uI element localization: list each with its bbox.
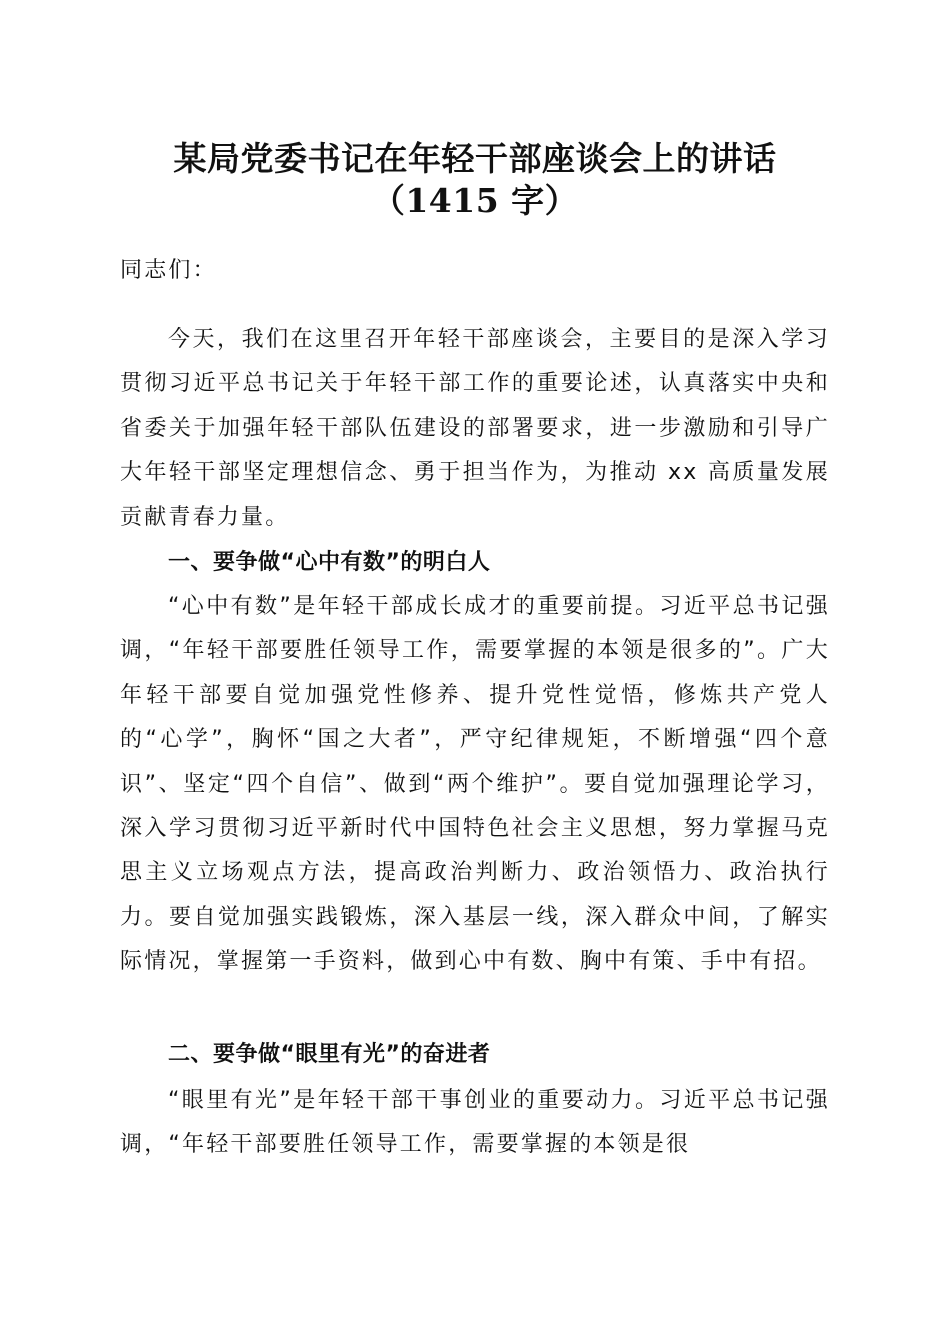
section-heading-1: 一、要争做“心中有数”的明白人 <box>168 550 491 575</box>
document-word-count: （1415 字） <box>371 181 579 220</box>
paragraph-section-2: “眼里有光”是年轻干部干事创业的重要动力。习近平总书记强调，“年轻干部要胜任领导工作，需要掌握的本领是很 <box>120 1088 830 1158</box>
section-heading-2: 二、要争做“眼里有光”的奋进者 <box>168 1042 491 1067</box>
paragraph-section-1: “心中有数”是年轻干部成长成才的重要前提。习近平总书记强调，“年轻干部要胜任领导工作，需要掌握的本领是很多的”。广大年轻干部要自觉加强党性修养、提升党性觉悟，修炼共产党人的“心学”，胸怀“国之大者”，严守纪律规矩，不断增强“四个意识”、坚定“四个自信”、做到“两个维护”。要自觉加强理论学习，深入学习贯彻习近平新时代中国特色社会主义思想，努力掌握马克思主义立场观点方法，提高政治判断力、政治领悟力、政治执行力。要自觉加强实践锻炼，深入基层一线，深入群众中间，了解实际情况，掌握第一手资料，做到心中有数、胸中有策、手中有招。 <box>120 594 830 975</box>
paragraph-intro: 今天，我们在这里召开年轻干部座谈会，主要目的是深入学习贯彻习近平总书记关于年轻干部工作的重要论述，认真落实中央和省委关于加强年轻干部队伍建设的部署要求，进一步激励和引导广大年轻干部坚定理想信念、勇于担当作为，为推动 xx 高质量发展贡献青春力量。 <box>120 327 830 530</box>
document-title: 某局党委书记在年轻干部座谈会上的讲话 <box>173 139 777 178</box>
greeting: 同志们： <box>120 258 217 283</box>
